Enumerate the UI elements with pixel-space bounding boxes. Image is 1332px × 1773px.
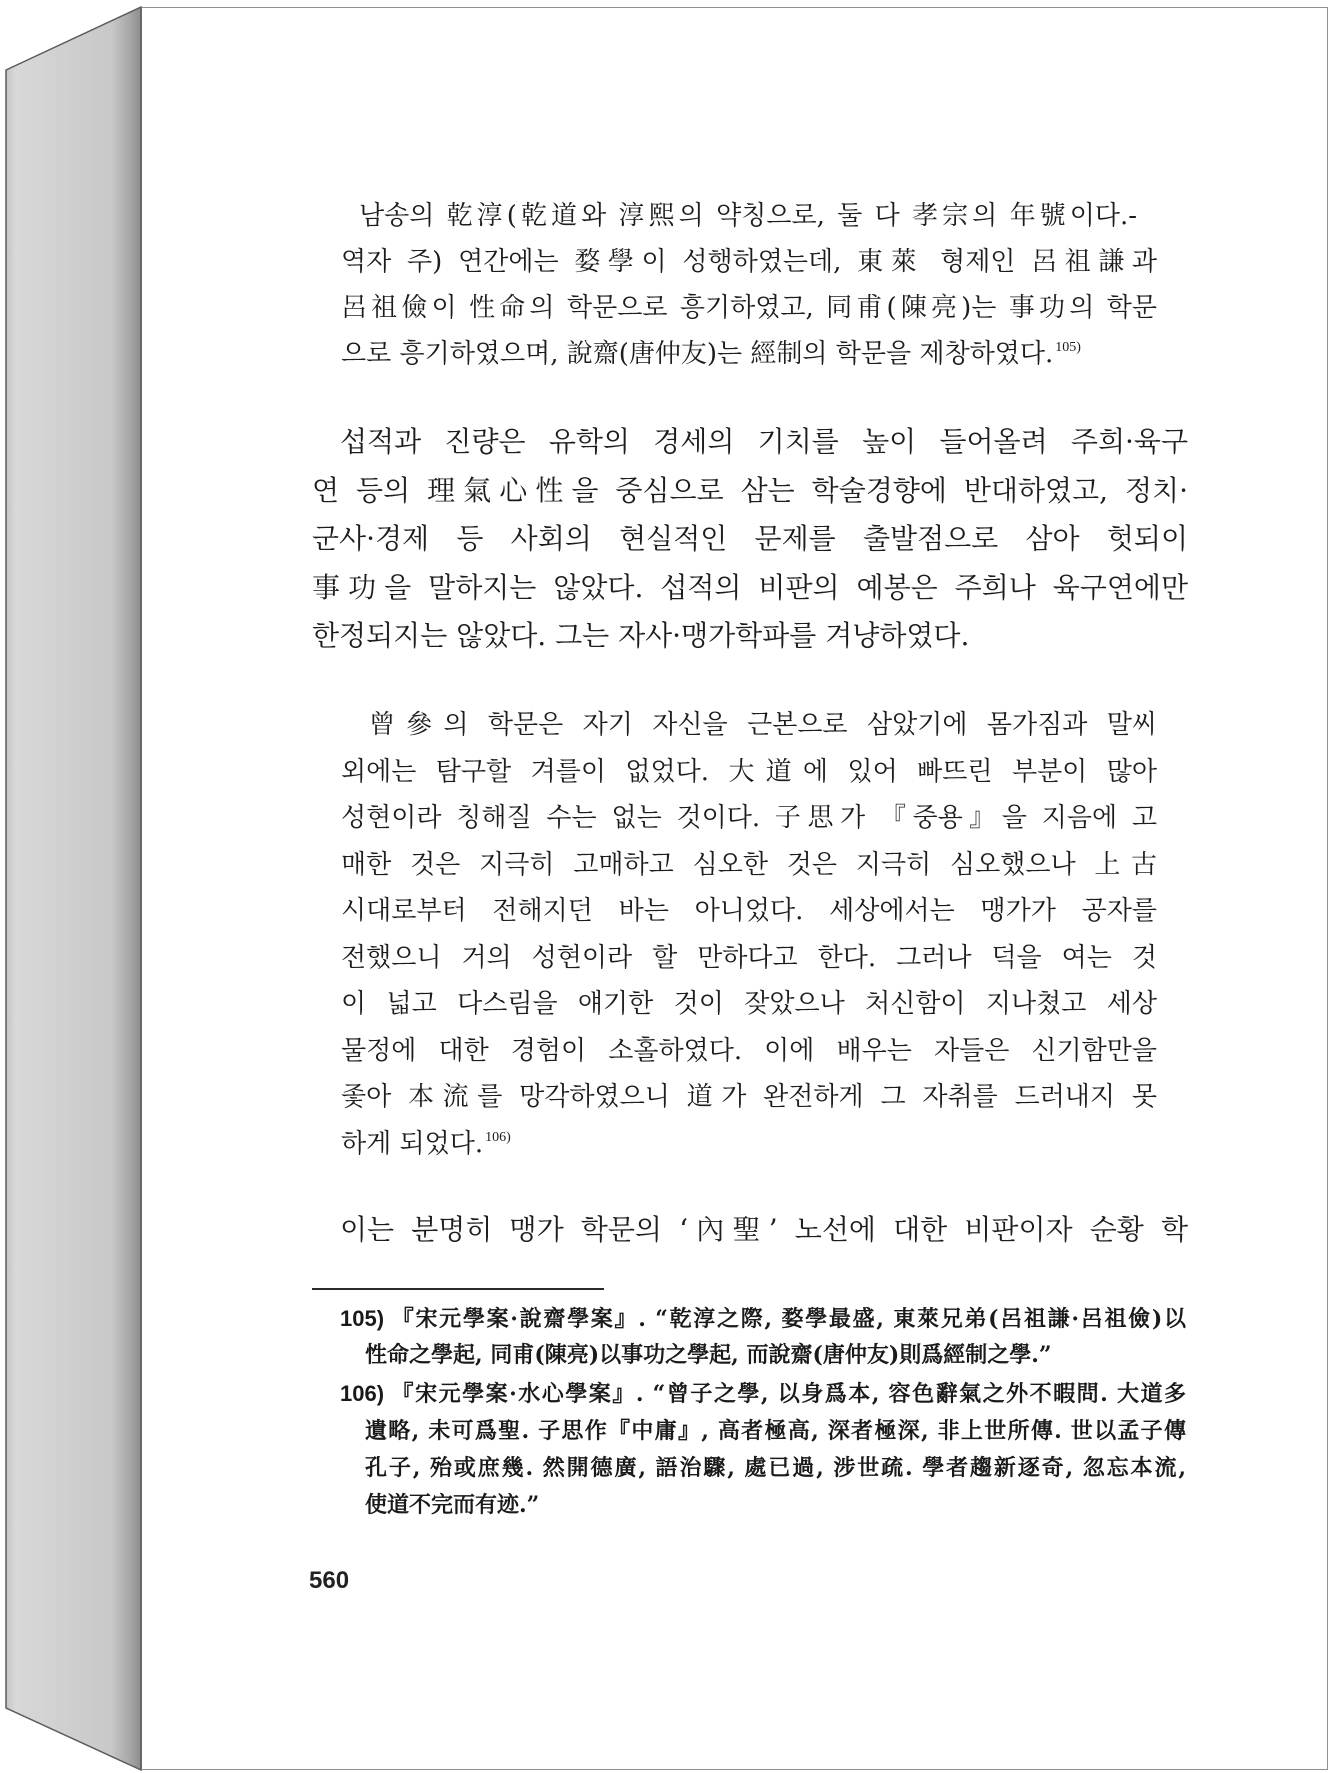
footnote-line: 孔子, 殆或庶幾. 然開德廣, 語治驟, 處已過, 涉世疏. 學者趨新逐奇, 忽忘本流, bbox=[365, 1455, 1186, 1481]
quote-line: 좇아 本流를 망각하였으니 道가 완전하게 그 자취를 드러내지 못 bbox=[341, 1082, 1157, 1112]
footnote-line bbox=[340, 1375, 1186, 1413]
footnote-line bbox=[340, 1301, 1186, 1337]
quote-line-last bbox=[341, 1121, 1157, 1168]
body-line: 군사·경제 등 사회의 현실적인 문제를 출발점으로 삼아 헛되이 bbox=[312, 522, 1188, 555]
quote-line: 전했으니 거의 성현이라 할 만하다고 한다. 그러나 덕을 여는 것 bbox=[341, 942, 1157, 973]
quote-line: 曾參의 학문은 자기 자신을 근본으로 삼았기에 몸가짐과 말씨 bbox=[369, 710, 1157, 740]
block-quote-2 bbox=[341, 702, 1157, 1167]
quote-line: 시대로부터 전해지던 바는 아니었다. 세상에서는 맹가가 공자를 bbox=[341, 896, 1157, 926]
body-line: 섭적과 진량은 유학의 경세의 기치를 높이 들어올려 주희·육구 bbox=[340, 425, 1188, 458]
body-line: 事功을 말하지는 않았다. 섭적의 비판의 예봉은 주희나 육구연에만 bbox=[312, 570, 1188, 604]
footnote-ref-106: 106) bbox=[485, 1129, 511, 1145]
quote-line: 呂祖儉이 性命의 학문으로 흥기하였고, 同甫(陳亮)는 事功의 학문 bbox=[341, 293, 1157, 323]
footnote-number: 105) bbox=[340, 1306, 385, 1331]
footnote-ref-105: 105) bbox=[1055, 340, 1081, 355]
footnote-text: 『宋元學案·說齋學案』. “乾淳之際, 婺學最盛, 東萊兄弟(呂祖謙·呂祖儉)以 bbox=[390, 1306, 1186, 1332]
footnote-text: 『宋元學案·水心學案』. “曾子之學, 以身爲本, 容色辭氣之外不暇問. 大道多 bbox=[390, 1381, 1186, 1407]
spine-face bbox=[6, 7, 141, 1770]
quote-line: 이 넓고 다스림을 얘기한 것이 잦았으나 처신함이 지나쳤고 세상 bbox=[341, 989, 1157, 1019]
quote-line: 역자 주) 연간에는 婺學이 성행하였는데, 東萊 형제인 呂祖謙과 bbox=[341, 247, 1157, 277]
book-spine bbox=[0, 0, 146, 1773]
footnote-line: 性命之學起, 同甫(陳亮)以事功之學起, 而說齋(唐仲友)則爲經制之學.” bbox=[365, 1342, 1052, 1368]
body-line: 연 등의 理氣心性을 중심으로 삼는 학술경향에 반대하였고, 정치· bbox=[312, 473, 1188, 507]
quote-line: 매한 것은 지극히 고매하고 심오한 것은 지극히 심오했으나 上古 bbox=[341, 849, 1157, 880]
quote-line-text: 하게 되었다. bbox=[341, 1128, 484, 1159]
footnote-number: 106) bbox=[340, 1381, 385, 1406]
footnote-line: 使道不完而有迹.” bbox=[365, 1492, 540, 1518]
footnote-line: 遺略, 未可爲聖. 子思作『中庸』, 高者極高, 深者極深, 非上世所傳. 世以孟子傳 bbox=[365, 1418, 1186, 1444]
quote-line: 외에는 탐구할 겨를이 없었다. 大道에 있어 빠뜨린 부분이 많아 bbox=[341, 756, 1157, 787]
quote-line: 물정에 대한 경험이 소홀하였다. 이에 배우는 자들은 신기함만을 bbox=[341, 1035, 1157, 1066]
body-line: 한정되지는 않았다. 그는 자사·맹가학파를 겨냥하였다. bbox=[312, 619, 970, 652]
quote-line: 성현이라 칭해질 수는 없는 것이다. 子思가 『중용』을 지음에 고 bbox=[341, 803, 1157, 833]
footnote-rule bbox=[312, 1288, 604, 1290]
quote-line-text: 으로 흥기하였으며, 說齋(唐仲友)는 經制의 학문을 제창하였다. bbox=[341, 339, 1054, 369]
book-page bbox=[141, 7, 1328, 1770]
quote-line: 남송의 乾淳(乾道와 淳熙의 약칭으로, 둘 다 孝宗의 年號이다.- bbox=[359, 201, 1137, 231]
quote-line-last bbox=[341, 331, 1157, 377]
paragraph-1 bbox=[312, 418, 1188, 661]
paragraph-2 bbox=[312, 1206, 1188, 1254]
page-number: 560 bbox=[309, 1567, 350, 1594]
footnote-106 bbox=[340, 1375, 1186, 1524]
block-quote-1 bbox=[341, 193, 1157, 377]
body-line: 이는 분명히 맹가 학문의 ‘內聖’ 노선에 대한 비판이자 순황 학 bbox=[340, 1213, 1188, 1246]
footnote-105 bbox=[340, 1301, 1186, 1373]
